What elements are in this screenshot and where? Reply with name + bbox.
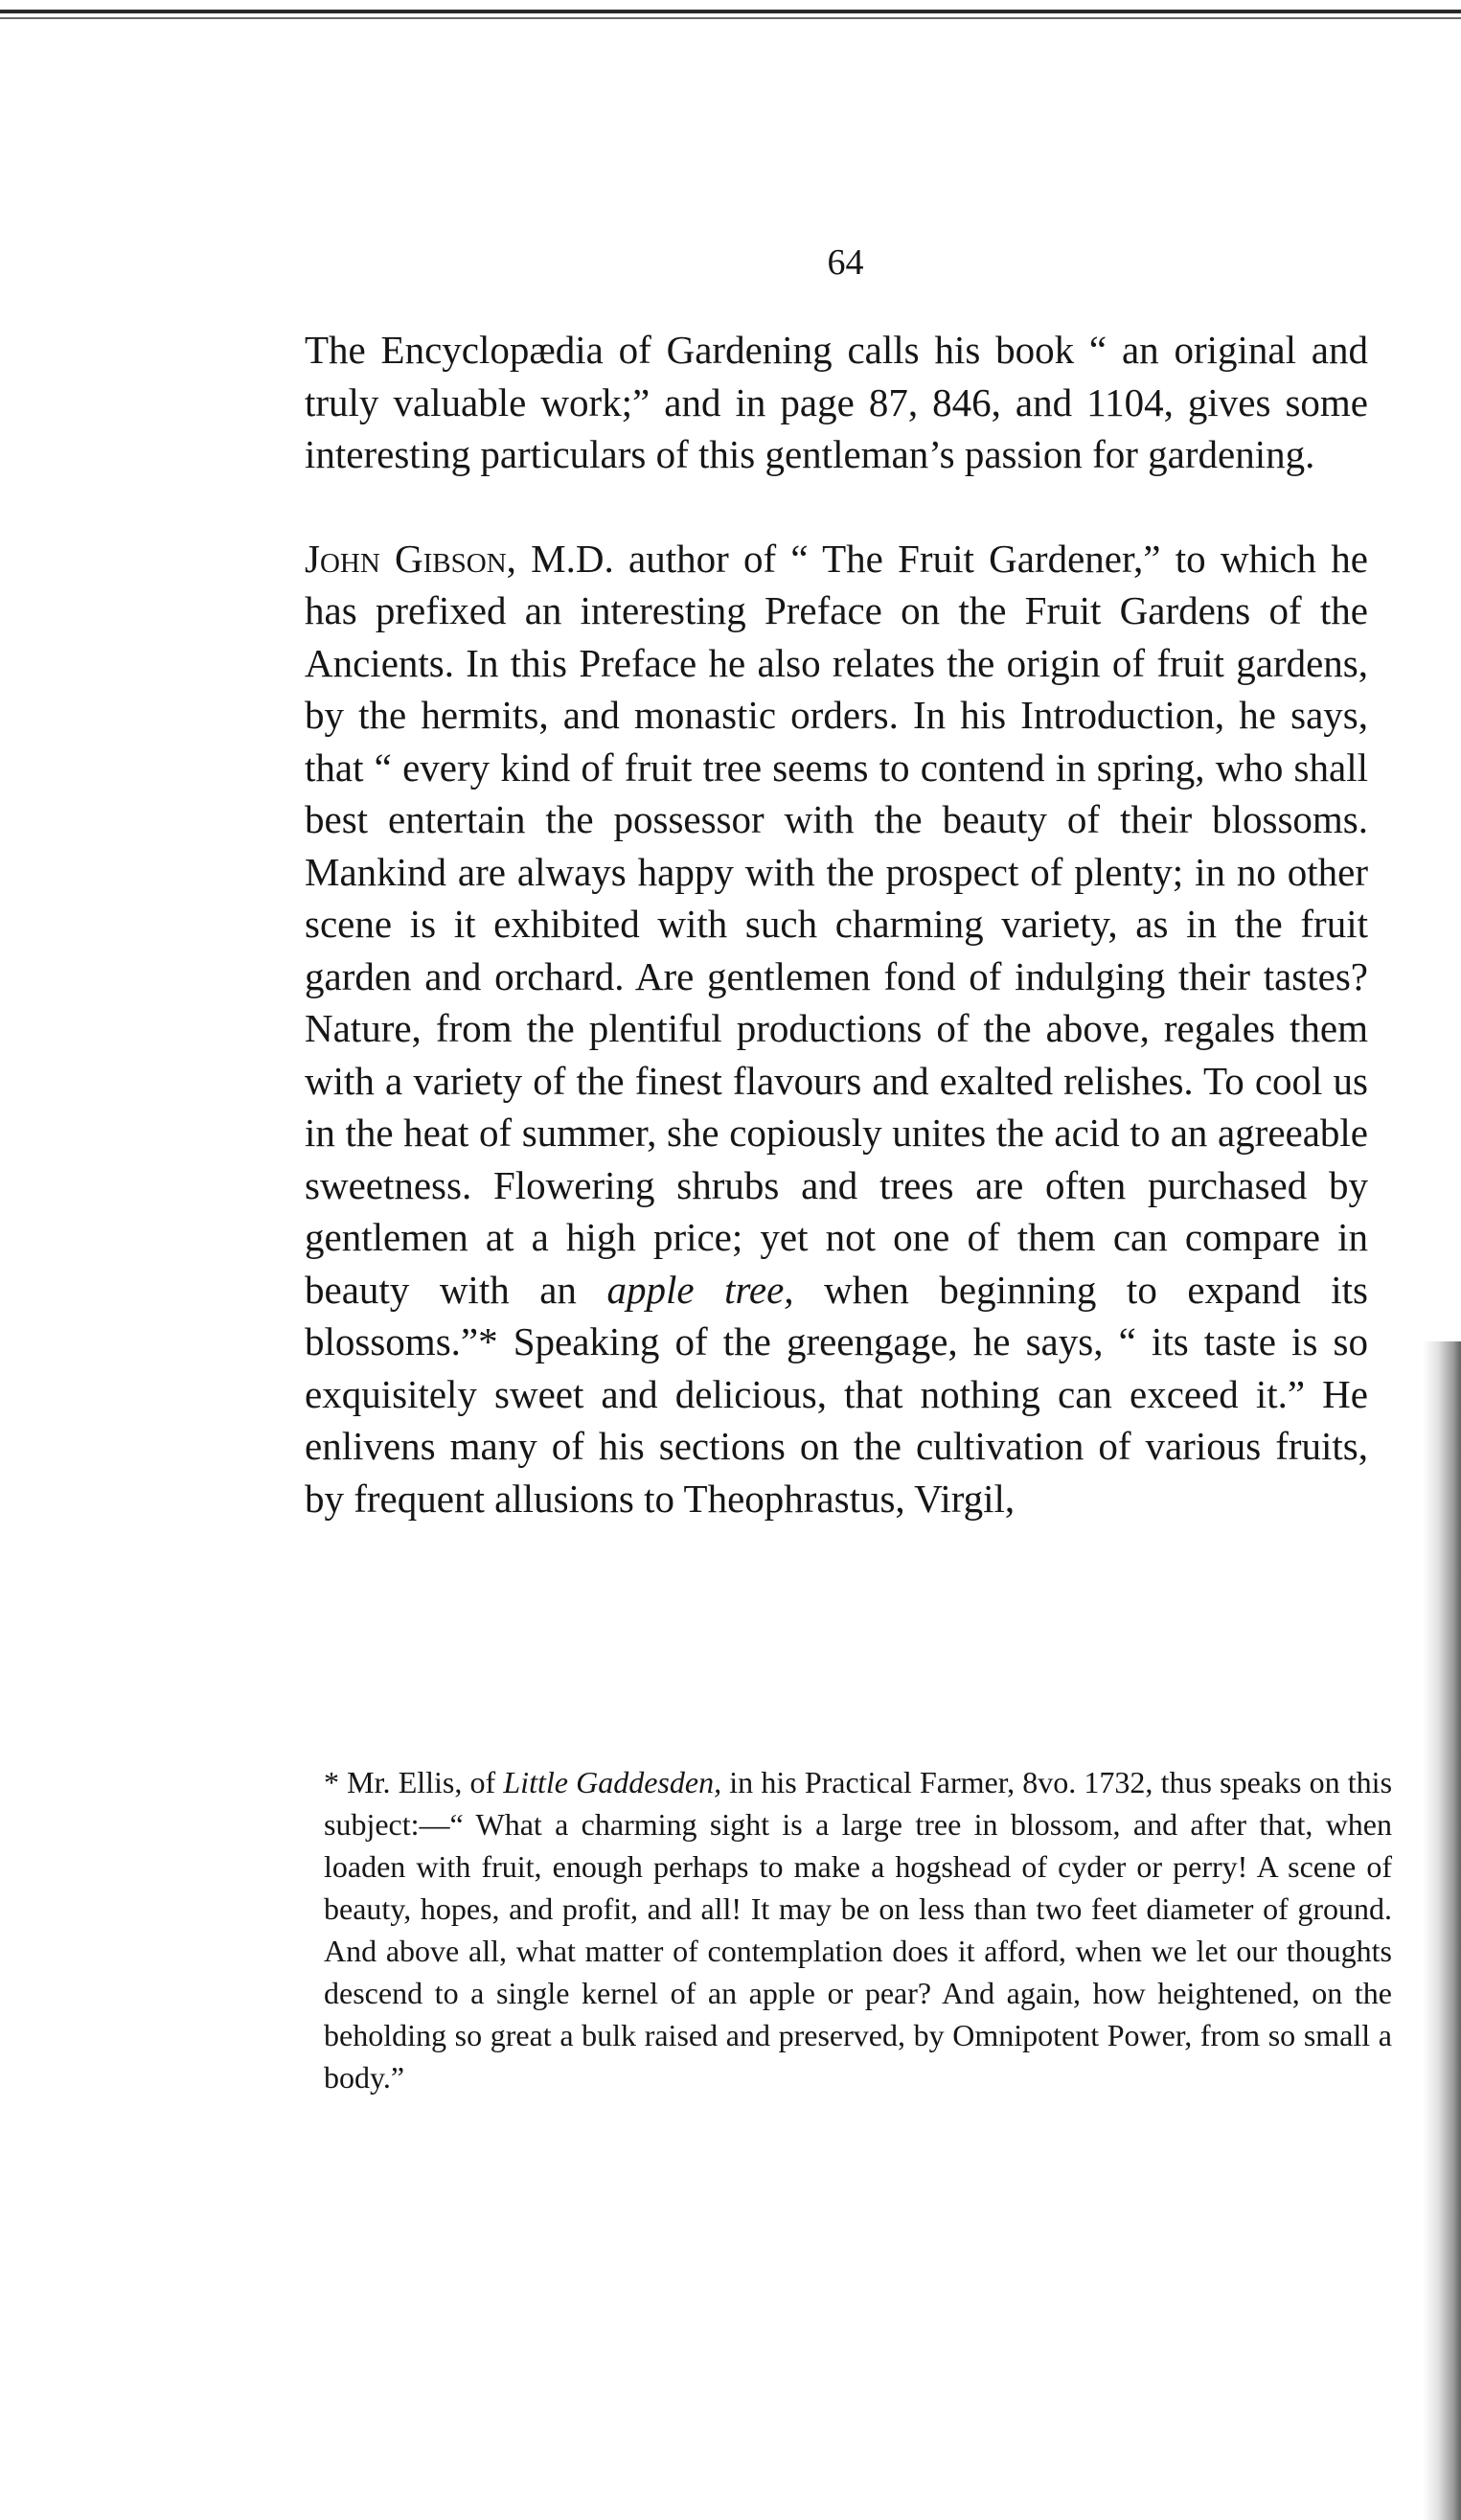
footnote-paragraph bbox=[324, 1761, 1392, 2098]
page-edge-shadow bbox=[1423, 1341, 1461, 2520]
footnote bbox=[324, 1761, 1392, 2098]
top-border-rule bbox=[0, 10, 1461, 13]
italic-apple-tree: apple tree, bbox=[606, 1267, 794, 1312]
paragraph-text-part-a: M.D. author of “ The Fruit Gardener,” to which he has prefixed an interesting Preface on the Fruit Gardens of the Ancients. In this Preface he also relates the origin of fruit gardens, by the hermits, and monastic orders. In his Introduction, he says, that “ every kind of fruit tree seems to contend in spring, who shall best entertain the possessor with the beauty of their blossoms. Mankind are always happy with the prospect of plenty; in no other scene is it exhibited with such charming variety, as in the fruit garden and orchard. Are gentlemen fond of indulging their tastes? Nature, from the plentiful productions of the above, regales them with a variety of the finest flavours and exalted relishes. To cool us in the heat of summer, she copiously unites the acid to an agreeable sweetness. Flowering shrubs and trees are often purchased by gentlemen at a high price; yet not one of them can compare in beauty with an bbox=[305, 536, 1368, 1312]
footnote-italic-place: Little Gaddesden, bbox=[503, 1765, 722, 1799]
author-name: John Gibson, bbox=[305, 536, 516, 581]
paragraph-john-gibson bbox=[305, 533, 1368, 1525]
footnote-text-part-a: * Mr. Ellis, of bbox=[324, 1765, 504, 1799]
paragraph-text-part-b: when beginning to expand its blossoms.”* Speaking of the greengage, he says, “ its taste is so exquisitely sweet and delicious, that nothing can exceed it.” He enlivens many of his sections on the cultivation of various fruits, by frequent allusions to Theophrastus, Virgil, bbox=[305, 1267, 1369, 1521]
footnote-text-part-b: in his Practical Farmer, 8vo. 1732, thus speaks on this subject:—“ What a charming sight is a large tree in blossom, and after that, when loaden with fruit, enough perhaps to make a hogshead of cyder or perry! A scene of beauty, hopes, and profit, and all! It may be on less than two feet diameter of ground. And above all, what matter of contemplation does it afford, when we let our thoughts descend to a single kernel of an apple or pear? And again, how heightened, on the beholding so great a bulk raised and preserved, by Omnipotent Power, from so small a body.” bbox=[324, 1765, 1393, 2095]
main-text bbox=[305, 324, 1368, 1524]
top-border-rule-thin bbox=[0, 17, 1461, 19]
paragraph-encyclopaedia: The Encyclopædia of Gardening calls his book “ an original and truly valuable work;” and in page 87, 846, and 1104, gives some interesting particulars of this gentleman’s passion for gardening. bbox=[305, 328, 1368, 476]
page-number: 64 bbox=[827, 242, 864, 283]
